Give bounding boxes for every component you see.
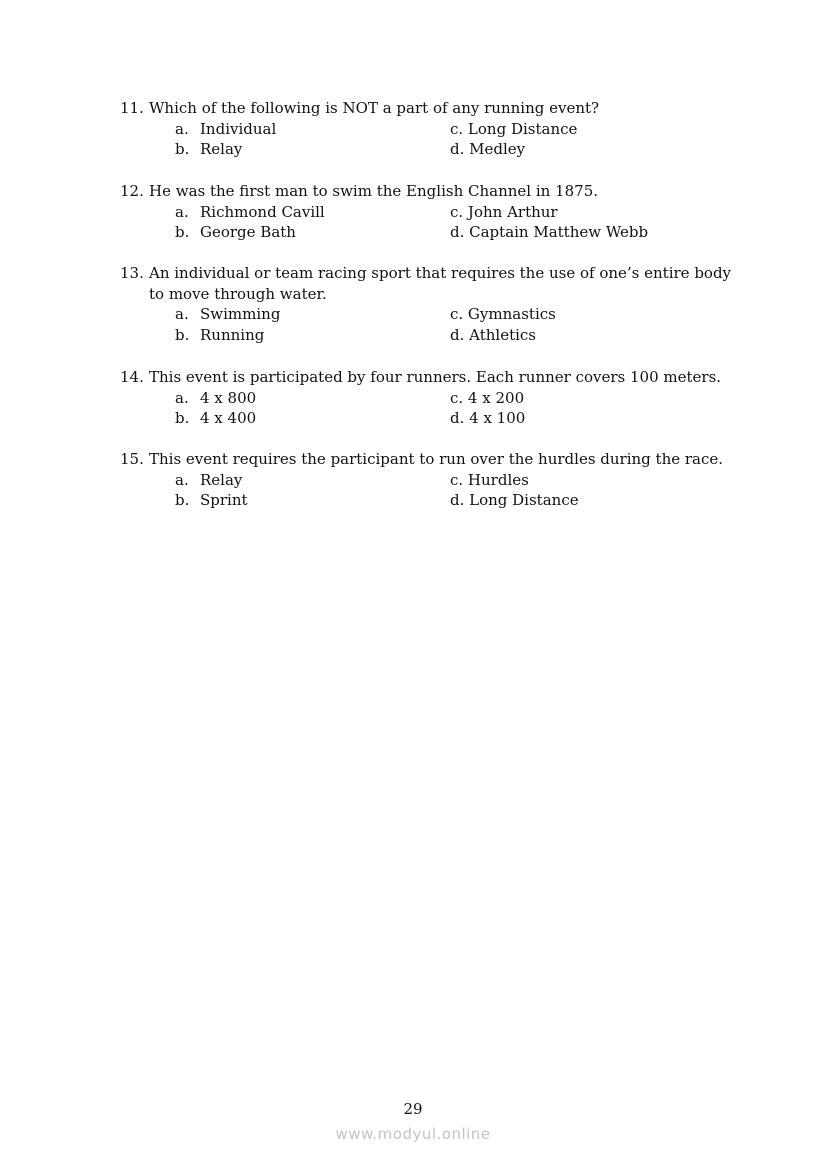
question-text: He was the first man to swim the English Channel in 1875. [149, 182, 599, 200]
question-text: This event requires the participant to run over the hurdles during the race. [149, 450, 724, 468]
option-a [175, 119, 276, 140]
option-d: d. Medley [450, 140, 526, 159]
options-row [120, 119, 740, 140]
question-12 [120, 181, 740, 243]
option-c: c. 4 x 200 [450, 388, 525, 407]
option-b [175, 490, 248, 511]
option-letter: b. [175, 223, 190, 242]
option-b [175, 139, 242, 160]
option-d: d. 4 x 100 [450, 409, 526, 428]
question-number: 11. [120, 99, 144, 117]
question-number: 13. [120, 264, 144, 282]
options-row [120, 304, 740, 325]
question-text: to move through water. [149, 284, 327, 303]
option-text: Individual [200, 119, 277, 138]
question-text: This event is participated by four runners. Each runner covers 100 meters. [149, 368, 722, 386]
option-d: d. Captain Matthew Webb [450, 223, 649, 242]
option-letter: a. [175, 305, 189, 324]
option-text: 4 x 800 [200, 388, 257, 407]
option-letter: a. [175, 202, 189, 221]
option-text: Swimming [200, 305, 281, 324]
question-stem-continued [120, 284, 740, 305]
question-number: 14. [120, 368, 144, 386]
option-c: c. John Arthur [450, 202, 558, 221]
option-c: c. Hurdles [450, 470, 529, 489]
option-text: Running [200, 325, 265, 344]
question-stem [120, 98, 740, 119]
option-d: d. Athletics [450, 325, 536, 344]
option-letter: a. [175, 119, 189, 138]
question-stem [120, 181, 740, 202]
question-stem [120, 263, 740, 284]
options-row [120, 490, 740, 511]
option-letter: a. [175, 388, 189, 407]
options-row [120, 202, 740, 223]
option-b [175, 408, 256, 429]
option-letter: b. [175, 325, 190, 344]
option-c: c. Gymnastics [450, 305, 556, 324]
question-number: 12. [120, 182, 144, 200]
question-text: Which of the following is NOT a part of any running event? [149, 99, 600, 117]
question-15 [120, 449, 740, 511]
question-11 [120, 98, 740, 160]
question-13 [120, 263, 740, 345]
option-b [175, 325, 264, 346]
options-row [120, 388, 740, 409]
option-a [175, 202, 325, 223]
option-text: 4 x 400 [200, 409, 257, 428]
option-letter: b. [175, 491, 190, 510]
option-letter: b. [175, 140, 190, 159]
watermark: www.modyul.online [335, 1125, 491, 1143]
options-row [120, 222, 740, 243]
options-row [120, 325, 740, 346]
option-text: Relay [200, 470, 243, 489]
option-d: d. Long Distance [450, 491, 579, 510]
question-stem [120, 449, 740, 470]
option-text: Richmond Cavill [200, 202, 325, 221]
option-a [175, 470, 242, 491]
option-letter: b. [175, 409, 190, 428]
option-a [175, 304, 280, 325]
question-14 [120, 367, 740, 429]
option-a [175, 388, 256, 409]
question-text: An individual or team racing sport that requires the use of one’s entire body [149, 264, 732, 282]
option-b [175, 222, 296, 243]
options-row [120, 139, 740, 160]
option-text: Sprint [200, 491, 248, 510]
page-number: 29 [403, 1100, 423, 1118]
question-stem [120, 367, 740, 388]
question-number: 15. [120, 450, 144, 468]
option-text: George Bath [200, 223, 296, 242]
options-row [120, 470, 740, 491]
options-row [120, 408, 740, 429]
option-c: c. Long Distance [450, 119, 578, 138]
option-text: Relay [200, 140, 243, 159]
option-letter: a. [175, 470, 189, 489]
